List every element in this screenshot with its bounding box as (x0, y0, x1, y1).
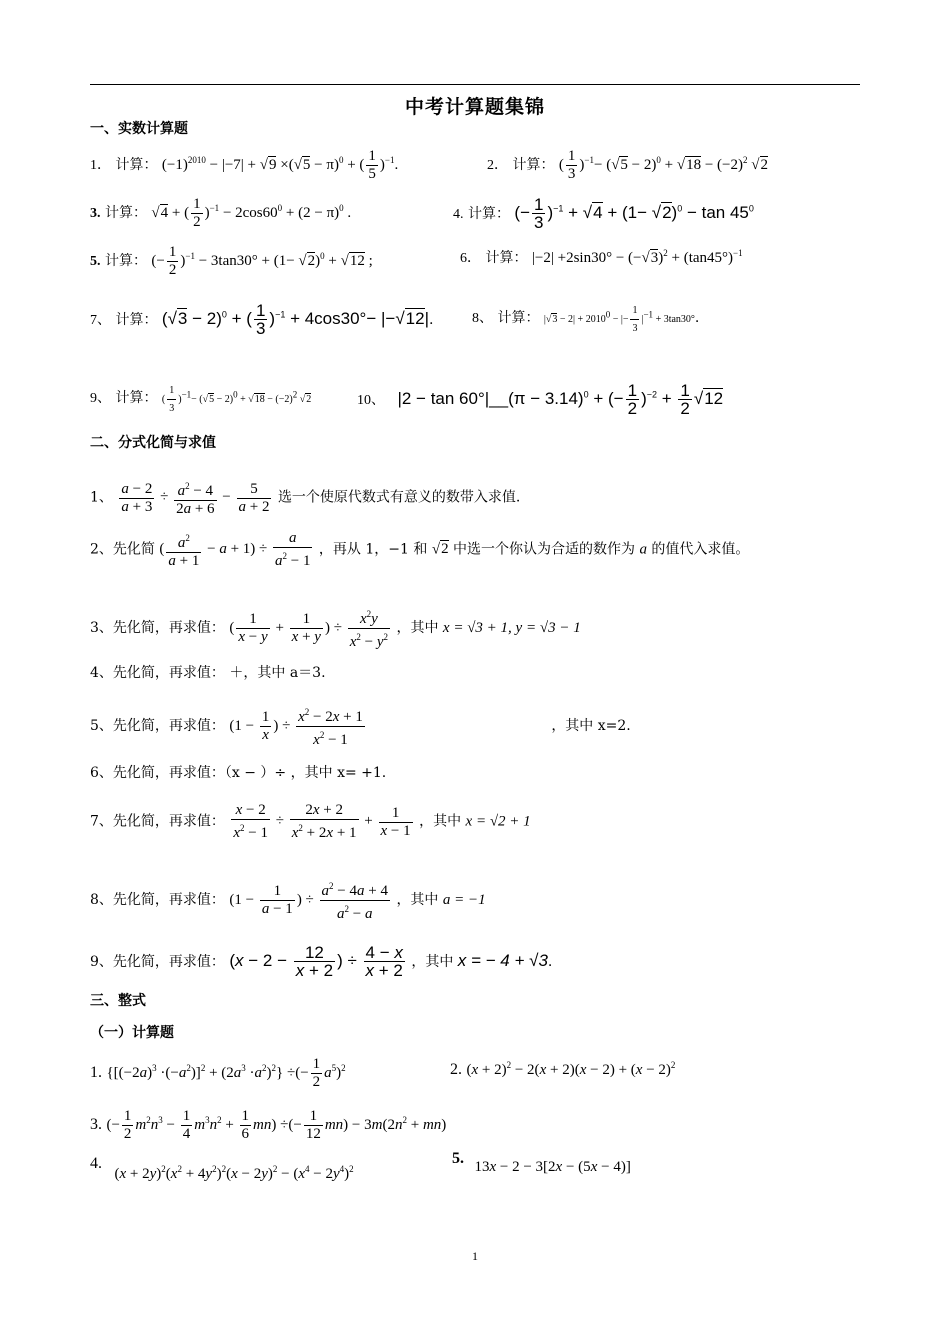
problem-number: 3. (90, 1115, 102, 1133)
problem-instruction: ，其中 (411, 953, 454, 970)
problem-label: 计算： (115, 311, 158, 328)
problem-instruction: ＋，其中 a＝3. (229, 665, 326, 681)
condition: a = −1 (442, 891, 486, 908)
problem-number: 1． (90, 157, 111, 173)
problem-number: 5. (452, 1150, 464, 1167)
problem-1-4: 4. 计算： (− $\frac{1}{3}$ )$^{-1} + √4 + (1- √2)^0 - \tan 45^0$ (453, 195, 754, 232)
problem-label: 7、先化简，再求值： (90, 813, 225, 830)
problem-2-2: 2、先化简 ( $\frac{a^2}{a + 1}$ − a + 1) ÷ $\frac{a}{a^2 - 1}$ ，再从 1，−1 和 √2 中选一个你认为合适的数作为 a 的值代入求值。 (90, 530, 750, 569)
problem-number: 8、 (472, 310, 493, 326)
problem-number: 6． (460, 251, 481, 266)
condition: x = √3 + 1, y = √3 − 1 (442, 619, 581, 636)
problem-label: 计算： (115, 156, 158, 173)
problem-3-1: 1. $\{[(-2a)^3 \cdot(-a^2)]^2 + (2a^3 \cdot a^2)^2\}$ ÷(− $\frac{1}{2}$ $a^5)^2$ (90, 1056, 346, 1090)
problem-instruction: ，再从 1，−1 和 (318, 541, 428, 558)
problem-label: 8、先化简，再求值： (90, 891, 225, 908)
problem-1-10: 10、 |2 − tan 60°|__(π − 3.14)$^0$ + (− $\frac{1}{2}$ )$^{-2}$ + $\frac{1}{2}$ √12 (357, 381, 724, 418)
problem-number: 2． (487, 157, 508, 173)
problem-1-7: 7、 计算： $(√3 - 2)^0$ + ( $\frac{1}{3}$ )$^{-1}$ + 4cos30°− |−√12|. (90, 301, 434, 338)
problem-2-9: 9、先化简，再求值： (x − 2 − $\frac{12}{x + 2}$ ) ÷ $\frac{4 - x}{x + 2}$ ，其中 x = − 4 + √3. (90, 943, 553, 980)
variable-a: a (639, 541, 647, 558)
problem-2-7: 7、先化简，再求值： $\frac{x - 2}{x^2 - 1}$ ÷ $\frac{2x + 2}{x^2 + 2x + 1}$ + $\frac{1}{x - 1}$ ，其中 x = √2 + 1 (90, 802, 531, 841)
problem-3-3: 3. (− $\frac{1}{2}$ $m^2n^3$ − $\frac{1}{4}$ $m^3n^2$ + $\frac{1}{6}$ mn) ÷(− $\frac{1}{12}$ $mn) - 3m(2n^2 + mn)$ (90, 1108, 447, 1142)
problem-1-8: 8、 计算： $|√3 - 2| + 2010^0$ − |− $\frac{1}{3}$ $|^{-1} + 3\tan 30^\circ$. (472, 302, 699, 337)
problem-number: 2. (450, 1061, 462, 1078)
problem-1-1: 1． 计算： $(-1)^{2010} - |-7| + √9 \times(√5 - \pi)^0$ + ( $\frac{1}{5}$ )$^{-1}$. (90, 148, 399, 182)
problem-2-4 (90, 664, 326, 682)
problem-label: 计算： (512, 156, 555, 173)
condition: x = − 4 + √3 (457, 950, 548, 970)
problem-label: 6、先化简，再求值：（x − ）÷ ，其中 x= +1. (90, 765, 387, 781)
problem-2-8: 8、先化简，再求值： (1 − $\frac{1}{a - 1}$ ) ÷ $\frac{a^2 - 4a + 4}{a^2 - a}$ ，其中 a = −1 (90, 881, 486, 922)
problem-instruction: 中选一个你认为合适的数作为 (453, 541, 636, 558)
page-number: 1 (472, 1249, 478, 1263)
problem-number: 7、 (90, 312, 111, 328)
section-heading-fractions: 二、分式化简与求值 (90, 435, 216, 451)
problem-1-3: 3. 计算： √4 + ( $\frac{1}{2}$ )$^{-1} - 2\cos 60^0 + (2 - \pi)^0$ . (90, 196, 352, 230)
problem-instruction: ，其中 (419, 813, 462, 830)
problem-3-4: 4. $(x + 2y)^2(x^2 + 4y^2)^2(x - 2y)^2 - (x^4 - 2y^4)^2$ (90, 1155, 354, 1182)
problem-3-2: 2. $(x + 2)^2 - 2(x + 2)(x - 2) + (x - 2)^2$ (450, 1060, 676, 1078)
problem-1-2: 2． 计算： ( $\frac{1}{3}$ )$^{-1}- (√5 - 2)^0 + √18 - (-2)^2$ √2 (487, 148, 768, 182)
problem-1-9: 9、 计算： ( $\frac{1}{3}$ )$^{-1}- (√5 - 2)^0 + √18 - (-2)^2$ √2 (90, 382, 311, 417)
problem-label: 计算： (104, 204, 147, 221)
problem-label: 计算： (115, 389, 158, 406)
problem-2-1: 1、 $\frac{a - 2}{a + 3}$ ÷ $\frac{a^2 - 4}{2a + 6}$ − $\frac{5}{a + 2}$ 选一个使原代数式有意义的数带入求值. (90, 480, 521, 517)
problem-instruction: ，其中 x=2. (551, 717, 631, 734)
problem-number: 3. (90, 205, 101, 221)
problem-1-6: 6． 计算： $|-2| +2\sin 30^\circ - (-√3)^2 + (\tan 45^\circ)^{-1}$ (460, 248, 743, 266)
problem-1-5: 5. 计算： (− $\frac{1}{2}$ )$^{-1} - 3\tan 30^\circ + (1- √2)^0 + √12$ ; (90, 244, 373, 278)
problem-3-5: 5. 13x − 2 − 3[2x − (5x − 4)] (452, 1150, 631, 1175)
subsection-heading-calc: （一）计算题 (90, 1025, 174, 1041)
problem-label: 计算： (104, 252, 147, 269)
section-heading-real-numbers: 一、实数计算题 (90, 121, 188, 137)
problem-number: 4. (90, 1155, 102, 1172)
problem-number: 4. (453, 206, 464, 222)
problem-number: 5. (90, 253, 101, 269)
problem-instruction: 的值代入求值。 (651, 541, 750, 558)
problem-label: 5、先化简，再求值： (90, 717, 225, 734)
problem-label: 计算： (467, 205, 510, 222)
problem-label: 4、先化简，再求值： (90, 665, 225, 681)
problem-2-6 (90, 764, 386, 782)
problem-instruction: 选一个使原代数式有意义的数带入求值. (277, 489, 521, 506)
problem-2-3: 3、先化简，再求值： ( $\frac{1}{x - y}$ + $\frac{1}{x + y}$ ) ÷ $\frac{x^2y}{x^2 - y^2}$ ，其中 x = √3 + 1, y = √3 − 1 (90, 609, 581, 650)
problem-instruction: ，其中 (396, 891, 439, 908)
header-rule (90, 84, 860, 85)
page-title: 中考计算题集锦 (404, 96, 545, 118)
problem-label: 计算： (497, 309, 540, 326)
problem-instruction: ，其中 (396, 619, 439, 636)
problem-label: 3、先化简，再求值： (90, 619, 225, 636)
problem-label: 2、先化简 (90, 541, 155, 558)
section-heading-polynomials: 三、整式 (90, 993, 146, 1009)
problem-number: 9、 (90, 390, 111, 406)
condition: x = √2 + 1 (465, 813, 531, 830)
problem-2-5: 5、先化简，再求值： (1 − $\frac{1}{x}$ ) ÷ $\frac{x^2 - 2x + 1}{x^2 - 1}$ ，其中 x=2. (90, 707, 631, 748)
problem-number: 10、 (357, 392, 385, 408)
problem-number: 1. (90, 1063, 102, 1081)
problem-number: 1、 (90, 489, 113, 506)
problem-label: 计算： (485, 250, 528, 266)
problem-label: 9、先化简，再求值： (90, 953, 225, 970)
